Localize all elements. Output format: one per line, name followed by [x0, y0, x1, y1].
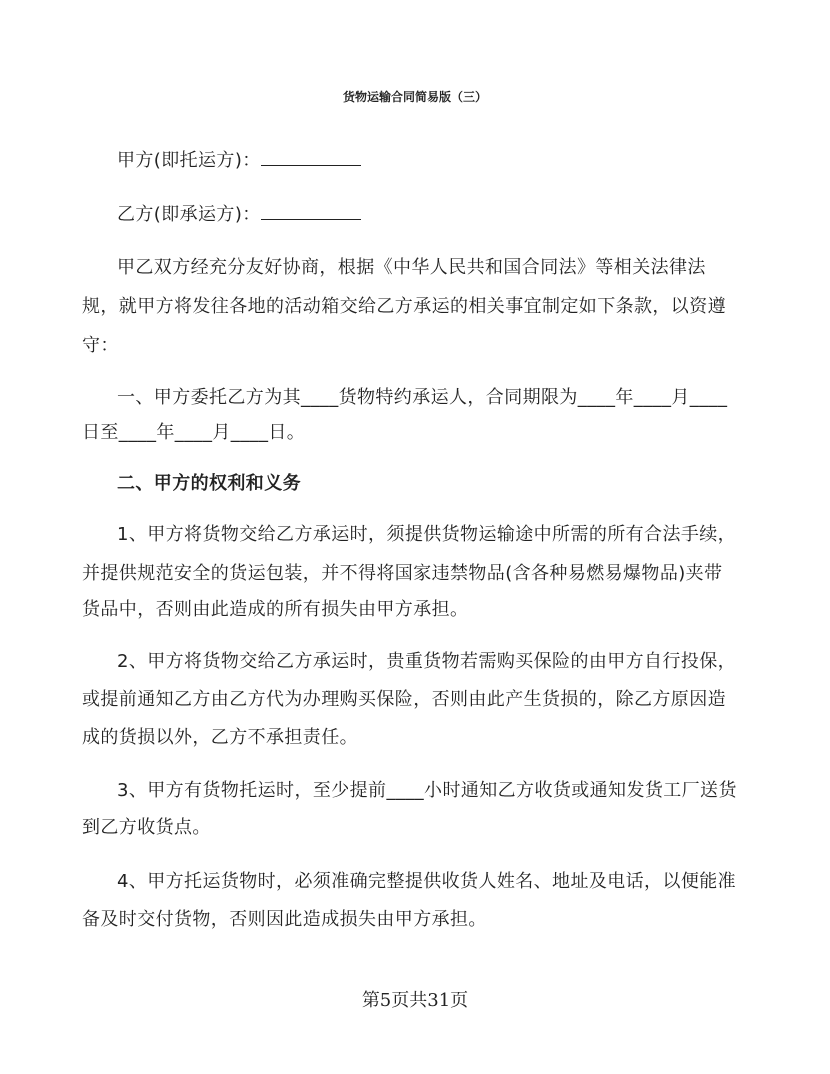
- intro-line-3: 守：: [82, 335, 119, 356]
- intro-line-2: 规，就甲方将发往各地的活动箱交给乙方承运的相关事宜制定如下条款，以资遵: [82, 296, 726, 317]
- clause3-line-1: 3、甲方有货物托运时，至少提前____小时通知乙方收货或通知发货工厂送货: [117, 780, 737, 801]
- clause4-line-2: 备及时交付货物，否则因此造成损失由甲方承担。: [82, 909, 487, 930]
- clause3-line-2: 到乙方收货点。: [82, 817, 211, 838]
- clause2-line-3: 成的货损以外，乙方不承担责任。: [82, 727, 358, 748]
- party-b-line: [117, 201, 361, 226]
- clause2-line-1: 2、甲方将货物交给乙方承运时，贵重货物若需购买保险的由甲方自行投保，: [117, 651, 737, 672]
- item1-line-1: 一、甲方委托乙方为其____货物特约承运人，合同期限为____年____月____: [117, 387, 728, 408]
- item1-line-2: 日至____年____月____日。: [82, 422, 306, 443]
- section-2-heading: 二、甲方的权利和义务: [117, 473, 301, 494]
- clause1-line-3: 货品中，否则由此造成的所有损失由甲方承担。: [82, 599, 469, 620]
- clause2-line-2: 或提前通知乙方由乙方代为办理购买保险，否则由此产生货损的，除乙方原因造: [82, 689, 726, 710]
- party-b-label: 乙方(即承运方)：: [117, 204, 261, 225]
- party-a-blank: [261, 147, 361, 166]
- party-a-line: [117, 147, 361, 172]
- intro-line-1: 甲乙双方经充分友好协商，根据《中华人民共和国合同法》等相关法律法: [117, 257, 706, 278]
- clause1-line-2: 并提供规范安全的货运包装，并不得将国家违禁物品(含各种易燃易爆物品)夹带: [82, 563, 723, 584]
- clause1-line-1: 1、甲方将货物交给乙方承运时，须提供货物运输途中所需的所有合法手续，: [117, 524, 737, 545]
- clause4-line-1: 4、甲方托运货物时，必须准确完整提供收货人姓名、地址及电话，以便能准: [117, 871, 737, 892]
- document-title: 货物运输合同简易版（三）: [342, 90, 487, 104]
- party-a-label: 甲方(即托运方)：: [117, 150, 261, 171]
- party-b-blank: [261, 201, 361, 220]
- page-footer: 第5页共31页: [361, 990, 469, 1011]
